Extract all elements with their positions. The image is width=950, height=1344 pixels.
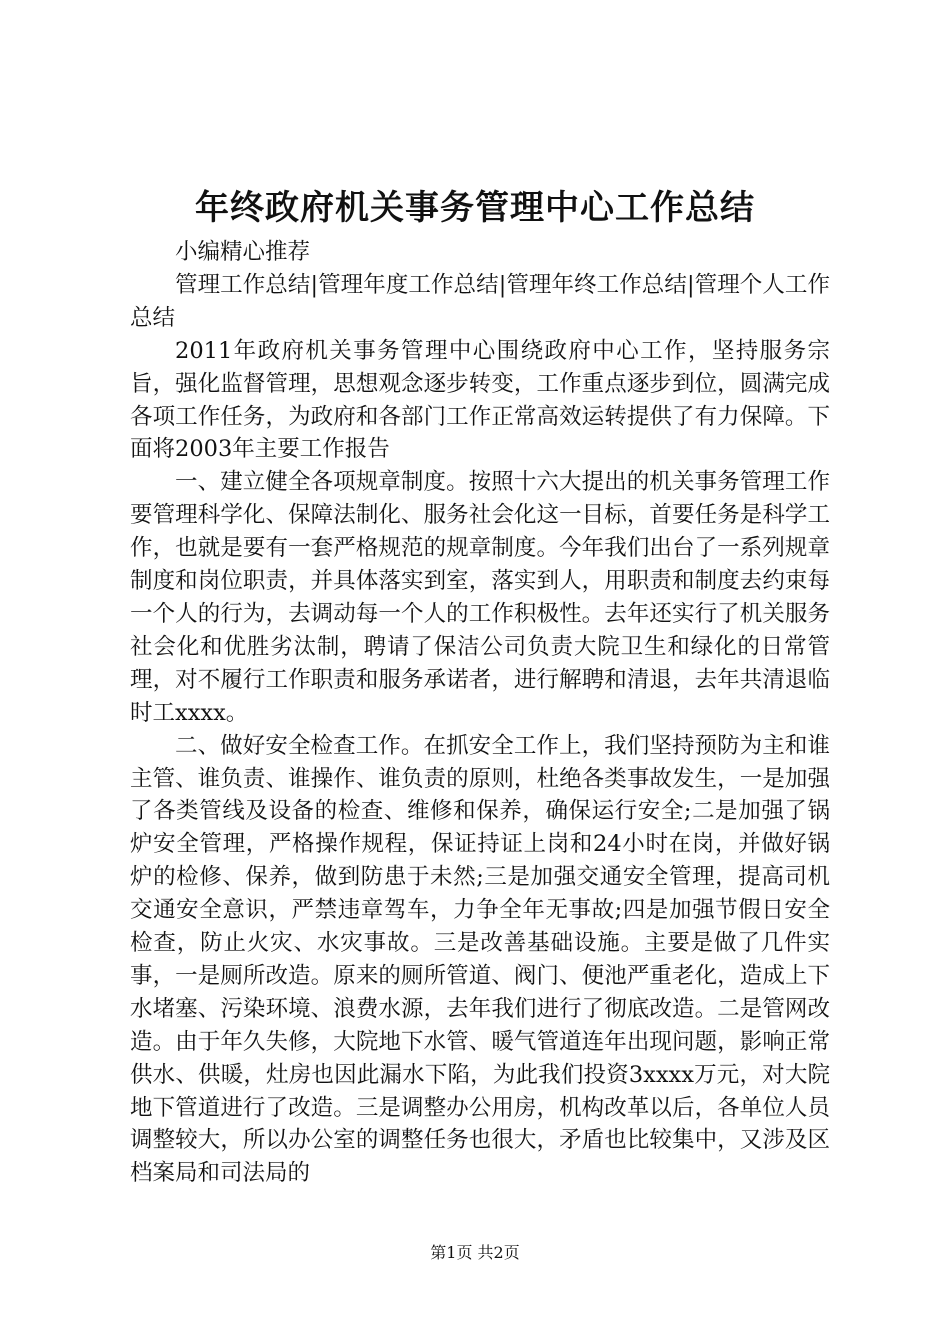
related-topics-line: 管理工作总结|管理年度工作总结|管理年终工作总结|管理个人工作总结 [130,271,830,331]
section-two-paragraph: 二、做好安全检查工作。在抓安全工作上，我们坚持预防为主和谁主管、谁负责、谁操作、谁负责的原则，杜绝各类事故发生，一是加强了各类管线及设备的检查、维修和保养，确保运行安全;二是加强了锅炉安全管理，严格操作规程，保证持证上岗和24小时在岗，并做好锅炉的检修、保养，做到防患于未然;三是加强交通安全管理，提高司机交通安全意识，严禁违章驾车，力争全年无事故;四是加强节假日安全检查，防止火灾、水灾事故。三是改善基础设施。主要是做了几件实事，一是厕所改造。原来的厕所管道、阀门、便池严重老化，造成上下水堵塞、污染环境、浪费水源，去年我们进行了彻底改造。二是管网改造。由于年久失修，大院地下水管、暖气管道连年出现问题，影响正常供水、供暖，灶房也因此漏水下陷，为此我们投资3xxxx万元，对大院地下管道进行了改造。三是调整办公用房，机构改革以后，各单位人员调整较大，所以办公室的调整任务也很大，矛盾也比较集中，又涉及区档案局和司法局的 [130,732,830,1187]
page-footer: 第1页 共2页 [430,1243,520,1262]
intro-paragraph: 2011年政府机关事务管理中心围绕政府中心工作，坚持服务宗旨，强化监督管理，思想观念逐步转变，工作重点逐步到位，圆满完成各项工作任务，为政府和各部门工作正常高效运转提供了有力保障。下面将2003年主要工作报告 [130,337,830,463]
document-body [130,236,830,1190]
recommend-line: 小编精心推荐 [175,239,311,265]
section-one-paragraph: 一、建立健全各项规章制度。按照十六大提出的机关事务管理工作要管理科学化、保障法制化、服务社会化这一目标，首要任务是科学工作，也就是要有一套严格规范的规章制度。今年我们出台了一系列规章制度和岗位职责，并具体落实到室，落实到人，用职责和制度去约束每一个人的行为，去调动每一个人的工作积极性。去年还实行了机关服务社会化和优胜劣汰制，聘请了保洁公司负责大院卫生和绿化的日常管理，对不履行工作职责和服务承诺者，进行解聘和清退，去年共清退临时工xxxx。 [130,469,830,726]
document-title: 年终政府机关事务管理中心工作总结 [195,188,755,228]
